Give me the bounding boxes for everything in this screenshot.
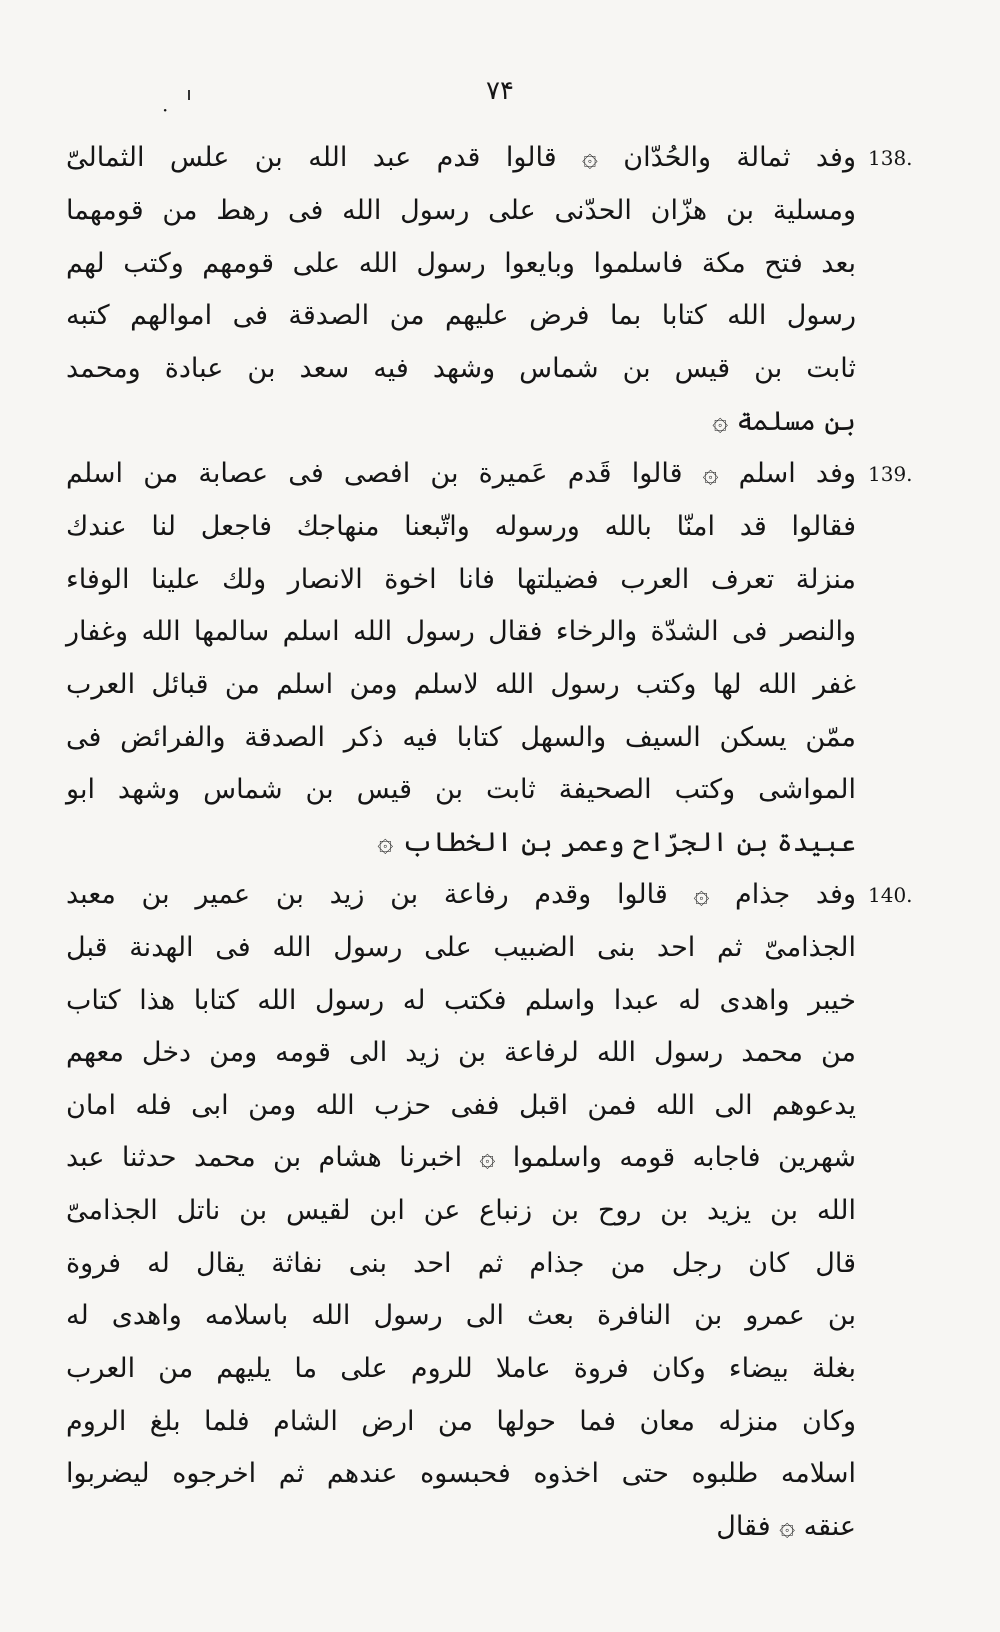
page-number: ٧۴ [486, 76, 514, 106]
entry-number: 140. [868, 883, 913, 907]
text-line: وفد ثمالة والحُدّان ۞ قالوا قدم عبد الله بن علس الثمالىّ [66, 142, 856, 173]
text-line: غفر الله لها وكتب رسول الله لاسلم ومن اسلم من قبائل العرب [66, 669, 856, 700]
text-line: عبيدة بن الجرّاح وعمر بن الخطاب ۞ [377, 827, 856, 858]
text-line: والنصر فى الشدّة والرخاء فقال رسول الله اسلم سالمها الله وغفار [66, 616, 856, 647]
text-line: وفد جذام ۞ قالوا وقدم رفاعة بن زيد بن عمير بن معبد [66, 879, 856, 910]
ink-dot: · [162, 98, 169, 122]
text-line: بن مسلمة ۞ [712, 406, 856, 437]
text-line: رسول الله كتابا بما فرض عليهم من الصدقة فى اموالهم كتبه [66, 300, 856, 331]
text-line: ومسلية بن هزّان الحدّنى على رسول الله فى رهط من قومهما [66, 195, 856, 226]
text-line: وكان منزله معان فما حولها من ارض الشام فلما بلغ الروم [66, 1406, 856, 1437]
ink-mark [188, 90, 190, 100]
entry-number: 138. [868, 146, 913, 170]
text-line: شهرين فاجابه قومه واسلموا ۞ اخبرنا هشام بن محمد حدثنا عبد [66, 1142, 856, 1173]
text-line: بعد فتح مكة فاسلموا وبايعوا رسول الله على قومهم وكتب لهم [66, 248, 856, 279]
text-line: الله بن يزيد بن روح بن زنباع عن ابن لقيس بن ناتل الجذامىّ [66, 1195, 856, 1226]
text-line: من محمد رسول الله لرفاعة بن زيد الى قومه ومن دخل معهم [66, 1037, 856, 1068]
text-line: وفد اسلم ۞ قالوا قَدم عَميرة بن افصى فى عصابة من اسلم [66, 458, 856, 489]
text-line: منزلة تعرف العرب فضيلتها فانا اخوة الانصار ولك علينا الوفاء [66, 564, 856, 595]
text-line: فقالوا قد امنّا بالله ورسوله واتّبعنا منهاجك فاجعل لنا عندك [66, 511, 856, 542]
text-line: خيبر واهدى له عبدا واسلم فكتب له رسول الله كتابا هذا كتاب [66, 985, 856, 1016]
text-line: اسلامه طلبوه حتى اخذوه فحبسوه عندهم ثم اخرجوه ليضربوا [66, 1458, 856, 1489]
text-line: بغلة بيضاء وكان فروة عاملا للروم على ما يليهم من العرب [66, 1353, 856, 1384]
text-line: ثابت بن قيس بن شماس وشهد فيه سعد بن عبادة ومحمد [66, 353, 856, 384]
text-line: عنقه ۞ فقال [716, 1511, 856, 1542]
entry-number: 139. [868, 462, 913, 486]
text-line: ممّن يسكن السيف والسهل كتابا فيه ذكر الصدقة والفرائض فى [66, 722, 856, 753]
text-line: المواشى وكتب الصحيفة ثابت بن قيس بن شماس وشهد ابو [66, 774, 856, 805]
text-line: بن عمرو بن النافرة بعث الى رسول الله باسلامه واهدى له [66, 1300, 856, 1331]
text-line: يدعوهم الى الله فمن اقبل ففى حزب الله ومن ابى فله امان [66, 1090, 856, 1121]
text-line: قال كان رجل من جذام ثم احد بنى نفاثة يقال له فروة [66, 1248, 856, 1279]
text-line: الجذامىّ ثم احد بنى الضبيب على رسول الله فى الهدنة قبل [66, 932, 856, 963]
